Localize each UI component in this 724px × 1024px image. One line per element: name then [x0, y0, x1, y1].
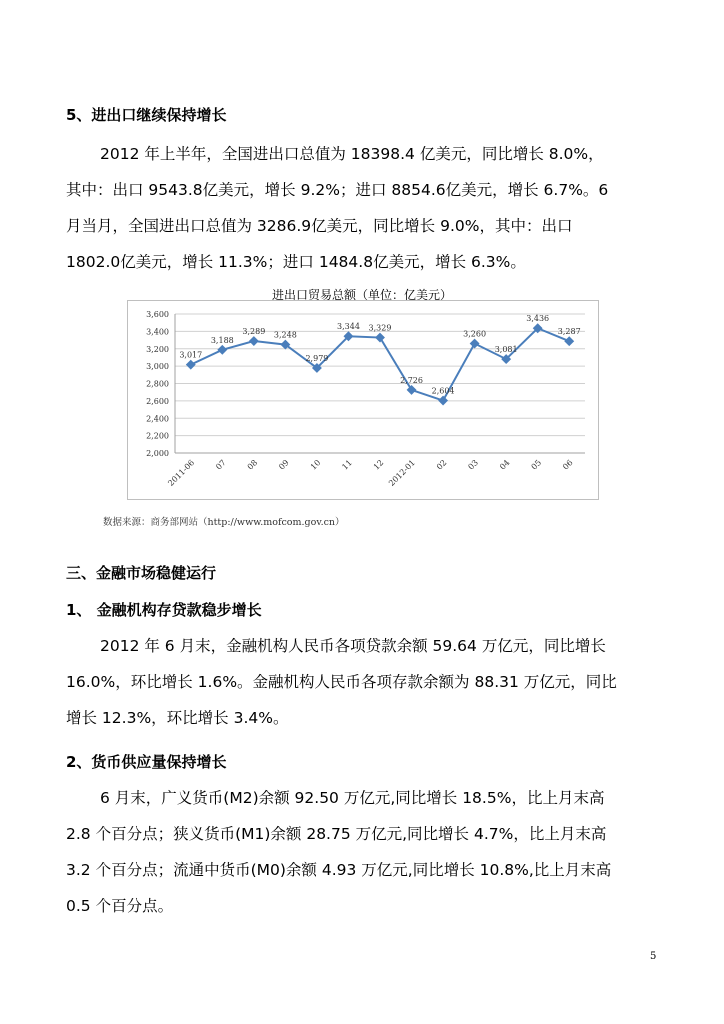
data-point	[470, 339, 480, 349]
x-tick-label: 03	[466, 458, 481, 472]
y-tick-label: 3,600	[146, 310, 169, 319]
text-line: 其中：出口 9543.8亿美元，增长 9.2%；进口 8854.6亿美元，增长 6.7%。6	[66, 181, 609, 199]
trade-line-chart	[127, 300, 599, 500]
text-line: 增长 12.3%，环比增长 3.4%。	[66, 709, 289, 727]
text-line: 0.5 个百分点。	[66, 897, 174, 915]
data-point	[407, 385, 417, 395]
x-tick-label: 2011-06	[166, 458, 197, 488]
y-tick-label: 2,200	[146, 431, 169, 441]
data-label: 3,329	[368, 323, 392, 333]
data-label: 3,287	[557, 327, 581, 337]
y-tick-label: 2,800	[146, 379, 169, 389]
x-tick-label: 02	[434, 458, 449, 472]
x-tick-label: 11	[340, 458, 354, 472]
x-tick-label: 09	[277, 458, 291, 472]
text-line: 2012 年上半年，全国进出口总值为 18398.4 亿美元，同比增长 8.0%，	[100, 145, 604, 163]
text-line: 2.8 个百分点；狭义货币(M1)余额 28.75 万亿元,同比增长 4.7%，比上月末高	[66, 825, 607, 843]
section-heading-finance: 三、金融市场稳健运行	[66, 564, 217, 582]
subsection-heading-loans: 1、 金融机构存贷款稳步增长	[66, 601, 262, 619]
data-label: 3,436	[526, 314, 550, 324]
data-point	[375, 333, 385, 343]
data-point	[249, 336, 259, 346]
page-number: 5	[650, 951, 657, 962]
data-point	[186, 360, 196, 370]
data-label: 2,604	[431, 386, 455, 396]
data-label: 3,188	[210, 335, 234, 345]
data-label: 2,979	[305, 353, 329, 363]
x-tick-label: 04	[498, 458, 512, 472]
chart-title: 进出口贸易总额（单位：亿美元）	[271, 288, 452, 302]
text-line: 2012 年 6 月末，金融机构人民币各项贷款余额 59.64 万亿元，同比增长	[100, 637, 606, 655]
y-tick-label: 2,000	[146, 449, 169, 458]
text-line: 月当月，全国进出口总值为 3286.9亿美元，同比增长 9.0%，其中：出口	[66, 217, 573, 235]
x-tick-label: 06	[561, 458, 575, 472]
paragraph-loans	[66, 628, 666, 736]
paragraph-money-supply	[66, 780, 666, 924]
text-line: 6 月末，广义货币(M2)余额 92.50 万亿元,同比增长 18.5%，比上月末高	[100, 789, 605, 807]
section-heading-trade: 5、进出口继续保持增长	[66, 106, 227, 124]
text-line: 3.2 个百分点；流通中货币(M0)余额 4.93 万亿元,同比增长 10.8%,比上月末高	[66, 861, 612, 879]
x-tick-label: 05	[529, 458, 544, 472]
data-point	[564, 336, 574, 346]
y-tick-label: 2,400	[146, 414, 169, 424]
y-tick-label: 3,400	[146, 327, 169, 337]
y-tick-label: 2,600	[146, 396, 169, 406]
data-point	[217, 345, 227, 355]
x-tick-label: 08	[245, 458, 260, 472]
data-label: 2,726	[400, 375, 423, 385]
data-label: 3,017	[179, 350, 203, 360]
x-tick-label: 07	[214, 458, 228, 472]
x-tick-label: 10	[308, 458, 323, 472]
text-line: 16.0%，环比增长 1.6%。金融机构人民币各项存款余额为 88.31 万亿元，同比	[66, 673, 617, 691]
data-label: 3,260	[463, 329, 487, 339]
chart-source-note: 数据来源：商务部网站（http://www.mofcom.gov.cn）	[103, 517, 345, 528]
y-tick-label: 3,200	[146, 344, 169, 354]
x-tick-label: 2012-01	[387, 458, 417, 488]
data-label: 3,344	[337, 322, 360, 332]
y-tick-label: 3,000	[146, 362, 169, 372]
data-label: 3,081	[494, 345, 518, 355]
x-tick-label: 12	[371, 458, 386, 472]
data-point	[438, 396, 448, 406]
text-line: 1802.0亿美元，增长 11.3%；进口 1484.8亿美元，增长 6.3%。	[66, 253, 526, 271]
subsection-heading-money-supply: 2、货币供应量保持增长	[66, 753, 227, 771]
data-label: 3,248	[273, 330, 297, 340]
paragraph-trade	[66, 136, 666, 280]
data-label: 3,289	[242, 327, 266, 337]
